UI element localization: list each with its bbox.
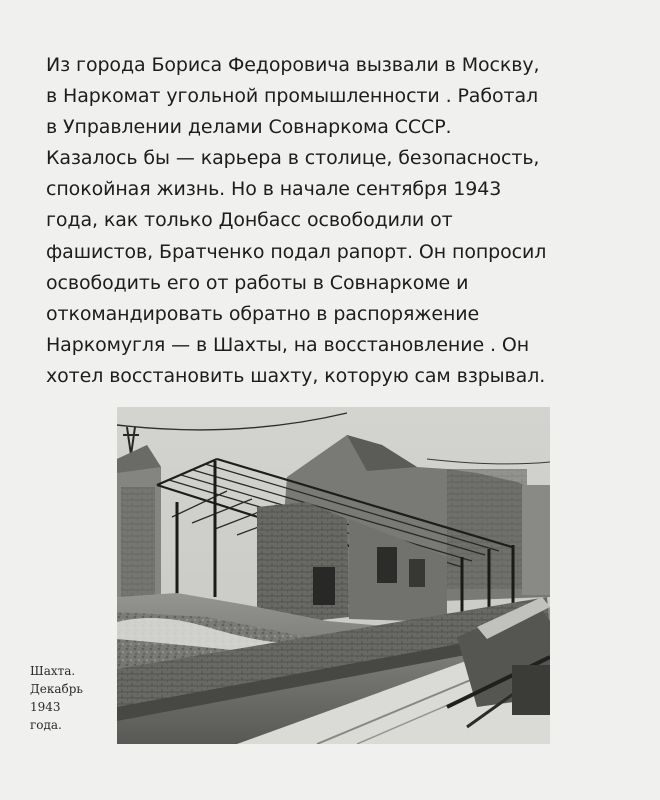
caption-line: Шахта. — [30, 664, 76, 678]
caption-line: Декабрь — [30, 682, 83, 696]
paragraph-line: Наркомугля — в Шахты, на восстановление . Он — [46, 333, 530, 356]
photo-caption — [30, 662, 108, 734]
paragraph-line: фашистов, Братченко подал рапорт. Он попросил — [46, 240, 547, 263]
paragraph-line: в Управлении делами Совнаркома СССР. — [46, 116, 452, 139]
paragraph-line: Из города Бориса Федоровича вызвали в Москву, — [46, 54, 540, 76]
paragraph-line: Казалось бы — карьера в столице, безопасность, — [46, 147, 540, 170]
mine-ruins-illustration — [117, 407, 550, 744]
paragraph-line: в Наркомат угольной промышленности . Работал — [46, 85, 539, 108]
caption-line: 1943 — [30, 700, 61, 714]
paragraph-line: года, как только Донбасс освободили от — [46, 209, 453, 232]
caption-line: года. — [30, 718, 62, 732]
paragraph-line: хотел восстановить шахту, которую сам взрывал. — [46, 364, 546, 387]
paragraph-line: откомандировать обратно в распоряжение — [46, 302, 480, 325]
paragraph-line: освободить его от работы в Совнаркоме и — [46, 271, 469, 294]
paragraph-line: спокойная жизнь. Но в начале сентября 1943 — [46, 178, 502, 201]
body-paragraph — [46, 50, 626, 392]
historical-photo — [117, 407, 550, 744]
